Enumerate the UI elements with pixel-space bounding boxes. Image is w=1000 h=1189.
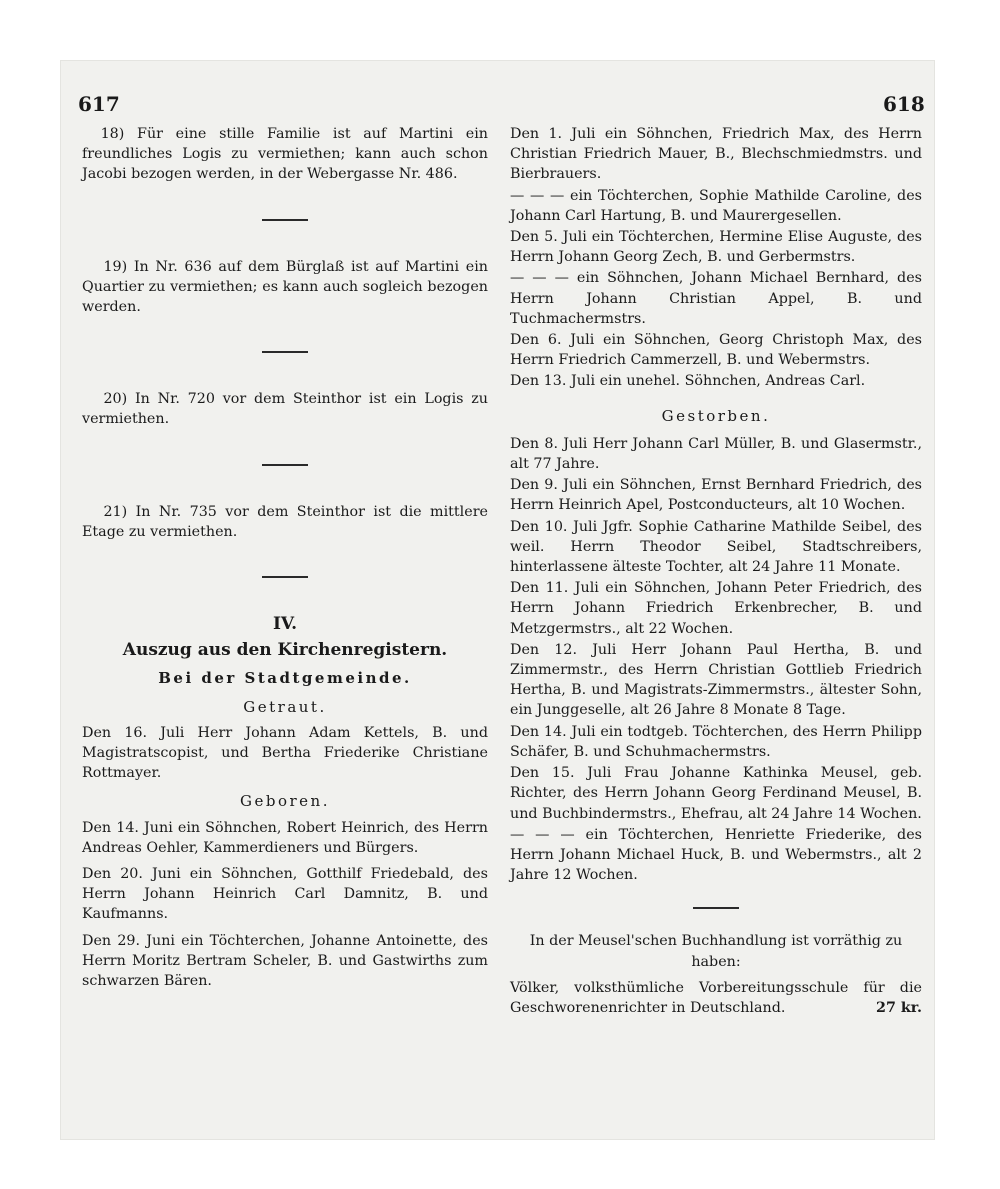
separator (262, 219, 308, 221)
register-entry: Den 8. Juli Herr Johann Carl Müller, B. und Glasermstr., alt 77 Jahre. (510, 435, 922, 473)
register-entry: — — — ein Töchterchen, Henriette Friederike, des Herrn Johann Michael Huck, B. und Webermstrs., alt 2 Jahre 12 Wochen. (510, 826, 922, 884)
separator (693, 907, 739, 909)
book-text: Völker, volksthümliche Vorbereitungsschule für die Geschworenenrichter in Deutschland. (510, 979, 922, 1016)
separator (262, 351, 308, 353)
register-entry: Den 10. Juli Jgfr. Sophie Catharine Mathilde Seibel, des weil. Herrn Theodor Seibel, Stadtschreibers, hinterlassene älteste Tochter, alt 24 Jahre 11 Monate. (510, 518, 922, 576)
left-column (82, 124, 488, 992)
register-entry: Den 12. Juli Herr Johann Paul Hertha, B. und Zimmermstr., des Herrn Christian Gottlieb Friedrich Hertha, B. und Magistrats-Zimmermstrs., ältester Sohn, ein Junggeselle, alt 26 Jahre 8 Monate 8 Tage. (510, 641, 922, 719)
register-entry: Den 6. Juli ein Söhnchen, Georg Christoph Max, des Herrn Friedrich Cammerzell, B. und Webermstrs. (510, 332, 922, 369)
register-entry: Den 29. Juni ein Töchterchen, Johanne Antoinette, des Herrn Moritz Bertram Scheler, B. und Gastwirths zum schwarzen Bären. (82, 932, 488, 990)
register-entry: Den 9. Juli ein Söhnchen, Ernst Bernhard Friedrich, des Herrn Heinrich Apel, Postconducteurs, alt 10 Wochen. (510, 477, 922, 514)
register-entry: Den 14. Juni ein Söhnchen, Robert Heinrich, des Herrn Andreas Oehler, Kammerdieners und Bürgers. (82, 819, 488, 856)
getraut-heading: Getraut. (243, 697, 327, 716)
register-entry: Den 20. Juni ein Söhnchen, Gotthilf Friedebald, des Herrn Johann Heinrich Carl Damnitz, B. und Kaufmanns. (82, 866, 488, 923)
ad-text: 18) Für eine stille Familie ist auf Martini ein freundliches Logis zu vermiethen; kann auch schon Jacobi bezogen werden, in der Webergasse Nr. 486. (82, 126, 488, 183)
register-entry: Den 11. Juli ein Söhnchen, Johann Peter Friedrich, des Herrn Johann Friedrich Erkenbrecher, B. und Metzgermstrs., alt 22 Wochen. (510, 580, 922, 637)
geboren-heading: Geboren. (240, 792, 330, 811)
register-entry: — — — ein Söhnchen, Johann Michael Bernhard, des Herrn Johann Christian Appel, B. und Tuchmachermstrs. (510, 270, 922, 327)
bookshop-notice (510, 931, 922, 1018)
book-price: 27 kr. (876, 999, 922, 1016)
register-entry: Den 15. Juli Frau Johanne Kathinka Meusel, geb. Richter, des Herrn Johann Georg Ferdinand Meusel, B. und Buchbindermstrs., Ehefrau, alt 24 Jahre 14 Wochen. (510, 765, 922, 822)
register-entry: Den 5. Juli ein Töchterchen, Hermine Elise Auguste, des Herrn Johann Georg Zech, B. und Gerbermstrs. (510, 229, 922, 266)
right-column (510, 124, 922, 1018)
page-number-right: 618 (883, 92, 925, 116)
book-listing (510, 978, 922, 1018)
ad-20 (82, 389, 488, 429)
section-title: Auszug aus den Kirchenregistern. (122, 640, 448, 661)
ad-18 (82, 124, 488, 185)
register-entry: Den 13. Juli ein unehel. Söhnchen, Andreas Carl. (510, 373, 866, 390)
register-entry: Den 16. Juli Herr Johann Adam Kettels, B. und Magistratscopist, und Bertha Friederike Christiane Rottmayer. (82, 724, 488, 782)
section-number: IV. (272, 614, 298, 635)
page-number-left: 617 (78, 92, 120, 116)
ad-19 (82, 257, 488, 318)
register-entry: — — — ein Töchterchen, Sophie Mathilde Caroline, des Johann Carl Hartung, B. und Maurergesellen. (510, 187, 922, 224)
register-entry: Den 1. Juli ein Söhnchen, Friedrich Max, des Herrn Christian Friedrich Mauer, B., Blechschmiedmstrs. und Bierbrauers. (510, 126, 922, 183)
register-entry: Den 14. Juli ein todtgeb. Töchterchen, des Herrn Philipp Schäfer, B. und Schuhmachermstrs. (510, 723, 922, 760)
ad-21 (82, 502, 488, 542)
ad-text: 19) In Nr. 636 auf dem Bürglaß ist auf Martini ein Quartier zu vermiethen; es kann auch sogleich bezogen werden. (82, 258, 488, 316)
gestorben-heading: Gestorben. (661, 406, 771, 425)
separator (262, 464, 308, 466)
ad-text: 21) In Nr. 735 vor dem Steinthor ist die mittlere Etage zu vermiethen. (82, 503, 488, 540)
bookshop-intro: In der Meusel'schen Buchhandlung ist vorräthig zu haben: (529, 933, 903, 970)
ad-text: 20) In Nr. 720 vor dem Steinthor ist ein Logis zu vermiethen. (82, 391, 488, 428)
section-subtitle: Bei der Stadtgemeinde. (158, 669, 412, 688)
separator (262, 576, 308, 578)
